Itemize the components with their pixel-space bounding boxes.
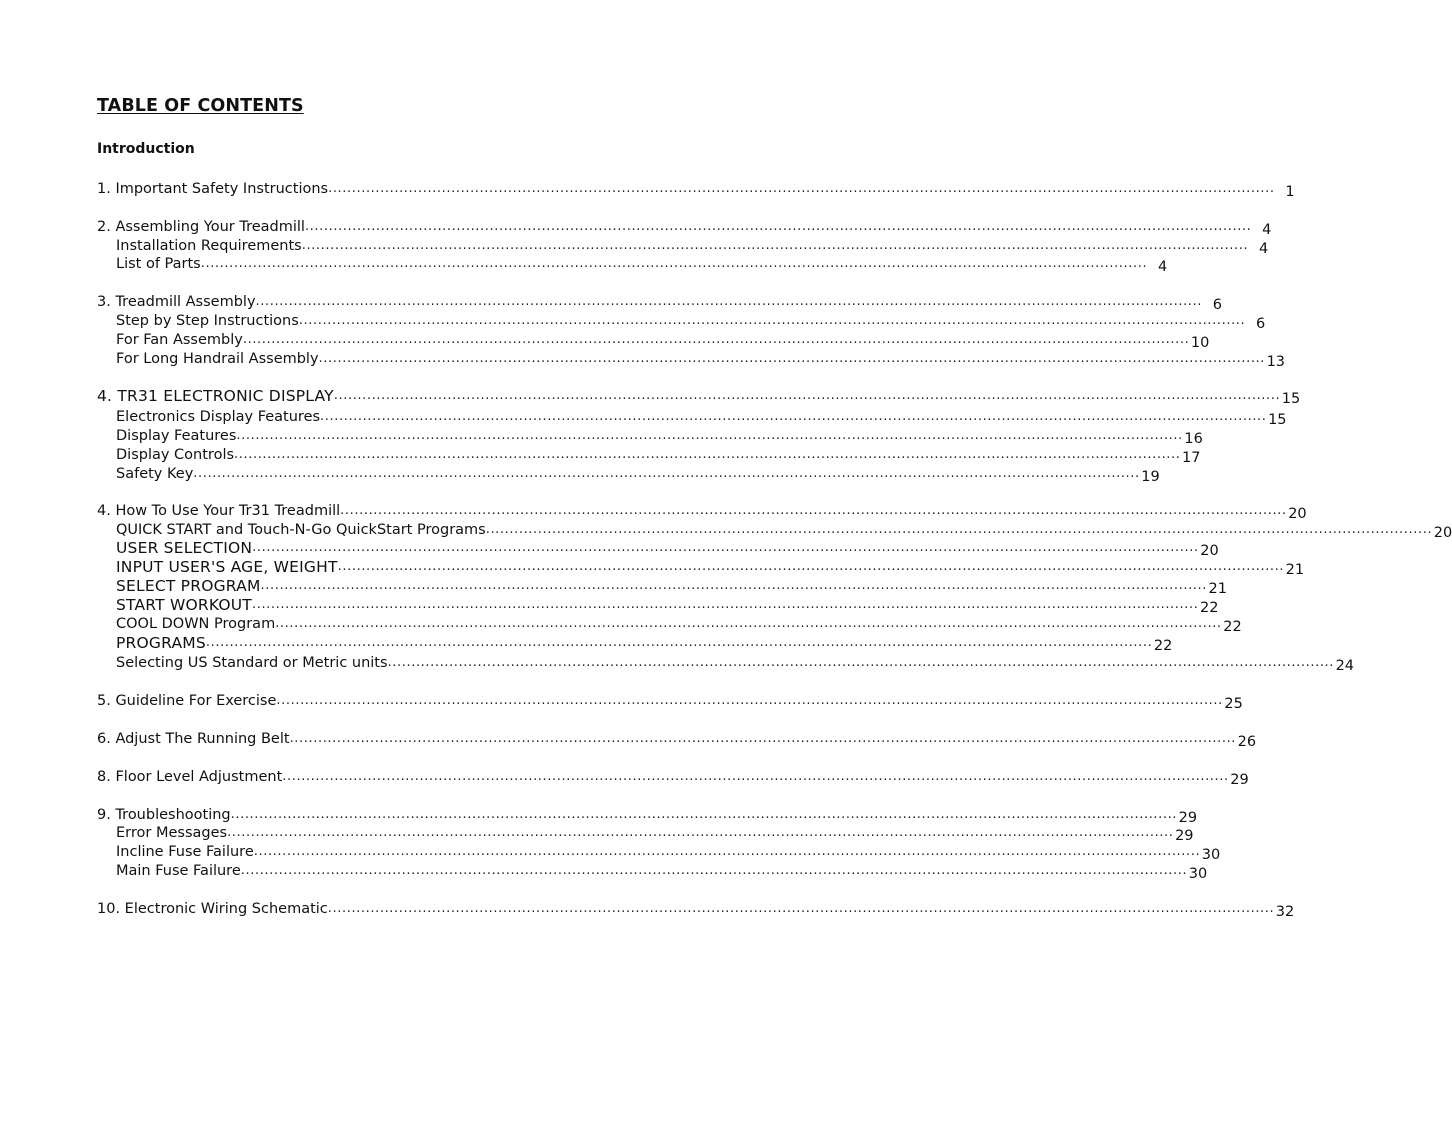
toc-entry-fan-assembly (116, 331, 1210, 351)
introduction-heading: Introduction (97, 141, 195, 157)
dot-leader: ........................................................................................................................................................................................................ (252, 540, 1199, 555)
toc-page-number: 29 (1230, 772, 1249, 788)
toc-entry-main-fuse (116, 862, 1208, 882)
toc-page-number: 17 (1182, 450, 1201, 466)
dot-leader: ........................................................................................................................................................................................................ (230, 807, 1178, 822)
toc-page-number: 21 (1285, 562, 1305, 578)
dot-leader: ........................................................................................................................................................................................................ (234, 447, 1181, 462)
toc-page-number: 22 (1200, 600, 1219, 616)
dot-leader: ........................................................................................................................................................................................................ (340, 503, 1287, 518)
toc-entry-label: Display Features (116, 428, 237, 444)
toc-entry-label: Safety Key (116, 466, 194, 482)
toc-entry-label: 4. TR31 ELECTRONIC DISPLAY (97, 387, 334, 405)
toc-entry-list-of-parts (116, 255, 1168, 275)
toc-entry-floor-level (97, 768, 1249, 788)
dot-leader: ........................................................................................................................................................................................................ (236, 428, 1183, 443)
toc-entry-how-to-use (97, 502, 1307, 522)
toc-entry-label: Display Controls (116, 447, 235, 463)
toc-entry-treadmill-assembly (97, 293, 1222, 313)
toc-page-number: 10 (1190, 335, 1210, 351)
toc-entry-label: Main Fuse Failure (116, 863, 241, 879)
dot-leader: ........................................................................................................................................................................................................ (333, 388, 1281, 403)
toc-page-number: 15 (1268, 412, 1287, 428)
dot-leader: ........................................................................................................................................................................................................ (282, 769, 1229, 784)
toc-entry-label: Step by Step Instructions (116, 313, 299, 329)
toc-entry-label: For Long Handrail Assembly (116, 351, 319, 367)
toc-entry-display-controls (116, 446, 1201, 466)
toc-entry-input-age-weight (116, 558, 1305, 578)
toc-entry-label: SELECT PROGRAM (116, 577, 261, 595)
toc-entry-troubleshooting (97, 806, 1198, 826)
toc-page-number: 20 (1288, 506, 1307, 522)
toc-entry-select-program (116, 577, 1227, 597)
toc-page-number: 20 (1433, 525, 1452, 541)
dot-leader: ........................................................................................................................................................................................................ (337, 559, 1285, 574)
toc-title: TABLE OF CONTENTS (97, 96, 304, 116)
dot-leader: ........................................................................................................................................................................................................ (289, 731, 1237, 746)
toc-page-number: 30 (1201, 847, 1221, 863)
toc-entry-label: Installation Requirements (116, 238, 302, 254)
toc-entry-step-by-step (116, 312, 1266, 332)
dot-leader: ........................................................................................................................................................................................................ (242, 332, 1190, 347)
toc-page-number: 29 (1178, 810, 1198, 826)
dot-leader: ........................................................................................................................................................................................................ (253, 844, 1201, 859)
toc-page-number: 32 (1275, 904, 1295, 920)
dot-leader: ........................................................................................................................................................................................................ (200, 256, 1148, 271)
toc-page-number: 6 (1212, 297, 1222, 313)
toc-entry-running-belt (97, 730, 1257, 750)
toc-entry-label: 4. How To Use Your Tr31 Treadmill (97, 503, 341, 519)
toc-entry-label: PROGRAMS (116, 634, 206, 652)
toc-entry-label: For Fan Assembly (116, 332, 243, 348)
toc-page-number: 6 (1256, 316, 1266, 332)
dot-leader: ........................................................................................................................................................................................................ (485, 522, 1433, 537)
toc-page-number: 25 (1224, 696, 1243, 712)
toc-entry-label: 3. Treadmill Assembly (97, 294, 256, 310)
toc-entry-label: Error Messages (116, 825, 228, 841)
toc-page-number: 26 (1237, 734, 1257, 750)
toc-entry-wiring-schematic (97, 900, 1295, 920)
toc-entry-guideline-exercise (97, 692, 1243, 712)
dot-leader: ........................................................................................................................................................................................................ (318, 351, 1266, 366)
toc-entry-start-workout (116, 596, 1219, 616)
toc-entry-label: List of Parts (116, 256, 201, 272)
toc-entry-label: USER SELECTION (116, 539, 253, 557)
dot-leader: ........................................................................................................................................................................................................ (260, 578, 1207, 593)
toc-page-number: 4 (1157, 259, 1168, 275)
toc-page-number: 22 (1153, 638, 1173, 654)
toc-entry-label: START WORKOUT (116, 596, 252, 614)
toc-entry-display-features (116, 427, 1203, 447)
toc-entry-safety-instructions (97, 180, 1295, 200)
dot-leader: ........................................................................................................................................................................................................ (304, 219, 1252, 234)
toc-entry-label: INPUT USER'S AGE, WEIGHT (116, 558, 338, 576)
dot-leader: ........................................................................................................................................................................................................ (275, 616, 1222, 631)
toc-entry-label: 2. Assembling Your Treadmill (97, 219, 305, 235)
dot-leader: ........................................................................................................................................................................................................ (327, 901, 1275, 916)
toc-page-number: 15 (1281, 391, 1301, 407)
toc-page-number: 4 (1258, 241, 1269, 257)
dot-leader: ........................................................................................................................................................................................................ (255, 294, 1202, 309)
toc-entry-label: 1. Important Safety Instructions (97, 181, 329, 197)
toc-page-number: 16 (1184, 431, 1203, 447)
dot-leader: ........................................................................................................................................................................................................ (301, 238, 1249, 253)
toc-entry-label: QUICK START and Touch-N-Go QuickStart Programs (116, 522, 486, 538)
dot-leader: ........................................................................................................................................................................................................ (193, 466, 1140, 481)
dot-leader: ........................................................................................................................................................................................................ (387, 655, 1335, 670)
toc-entry-label: 6. Adjust The Running Belt (97, 731, 290, 747)
dot-leader: ........................................................................................................................................................................................................ (320, 409, 1267, 424)
toc-entry-safety-key (116, 465, 1160, 485)
toc-entry-error-messages (116, 824, 1194, 844)
toc-page-number: 29 (1175, 828, 1194, 844)
toc-entry-label: Incline Fuse Failure (116, 844, 254, 860)
toc-entry-label: 10. Electronic Wiring Schematic (97, 901, 328, 917)
toc-page-number: 1 (1285, 184, 1295, 200)
toc-entry-electronic-display (97, 387, 1301, 407)
toc-entry-electronics-display-features (116, 408, 1287, 428)
toc-entry-user-selection (116, 539, 1219, 559)
toc-entry-label: COOL DOWN Program (116, 616, 276, 632)
dot-leader: ........................................................................................................................................................................................................ (276, 693, 1223, 708)
toc-page-number: 22 (1223, 619, 1242, 635)
dot-leader: ........................................................................................................................................................................................................ (227, 825, 1174, 840)
dot-leader: ........................................................................................................................................................................................................ (298, 313, 1246, 328)
toc-entry-label: 5. Guideline For Exercise (97, 693, 277, 709)
toc-entry-quick-start (116, 521, 1452, 541)
toc-entry-cool-down (116, 615, 1242, 635)
dot-leader: ........................................................................................................................................................................................................ (240, 863, 1188, 878)
toc-entry-assembling (97, 218, 1272, 238)
toc-entry-label: Electronics Display Features (116, 409, 321, 425)
toc-entry-label: 9. Troubleshooting (97, 807, 231, 823)
toc-page-number: 20 (1200, 543, 1219, 559)
toc-entry-incline-fuse (116, 843, 1221, 863)
toc-entry-long-handrail (116, 350, 1286, 370)
toc-page-number: 30 (1188, 866, 1208, 882)
toc-entry-installation-requirements (116, 237, 1269, 257)
dot-leader: ........................................................................................................................................................................................................ (328, 181, 1275, 196)
toc-page-number: 19 (1141, 469, 1160, 485)
toc-page-number: 4 (1262, 222, 1272, 238)
toc-entry-label: Selecting US Standard or Metric units (116, 655, 388, 671)
toc-entry-programs (116, 634, 1173, 654)
dot-leader: ........................................................................................................................................................................................................ (251, 597, 1199, 612)
dot-leader: ........................................................................................................................................................................................................ (205, 635, 1153, 650)
toc-entry-label: 8. Floor Level Adjustment (97, 769, 283, 785)
toc-entry-us-metric-units (116, 654, 1355, 674)
toc-page-number: 13 (1266, 354, 1286, 370)
toc-page-number: 21 (1208, 581, 1227, 597)
toc-page-number: 24 (1335, 658, 1355, 674)
